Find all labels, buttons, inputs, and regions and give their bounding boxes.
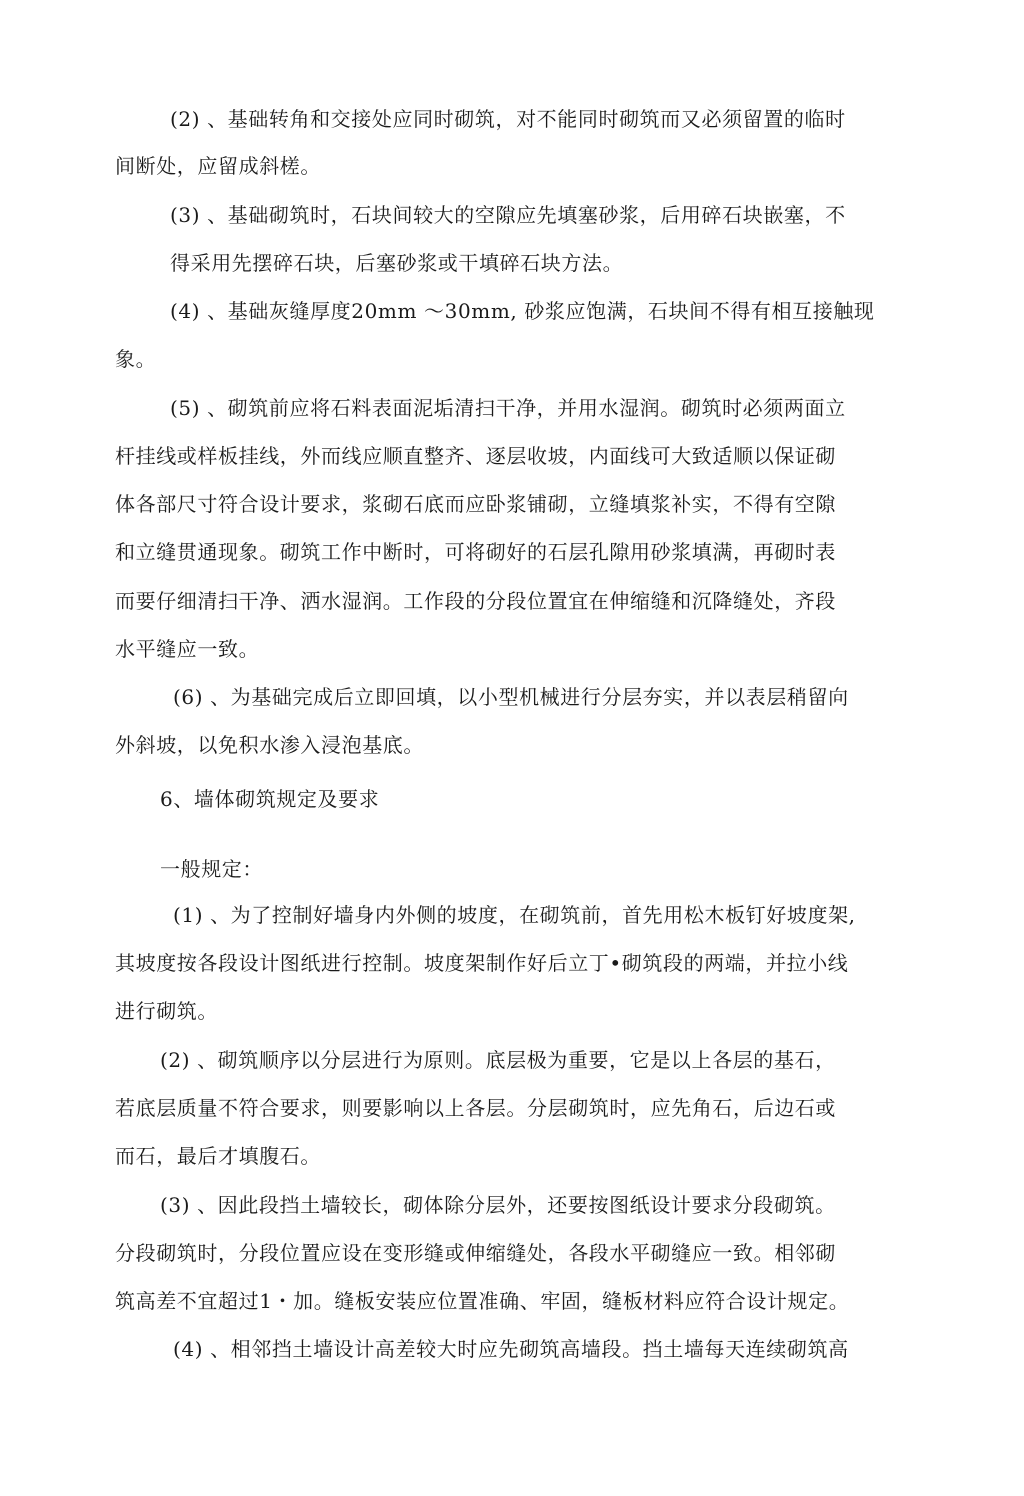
paragraph-line: 杆挂线或样板挂线，外而线应顺直整齐、逐层收坡，内面线可大致适顺以保证砌 <box>115 444 836 468</box>
paragraph-line: (1) 、为了控制好墙身内外侧的坡度，在砌筑前，首先用松木板钉好坡度架, <box>173 903 856 927</box>
paragraph-line: 间断处，应留成斜槎。 <box>115 154 321 178</box>
paragraph-line: 象。 <box>115 347 157 371</box>
paragraph-line: (3) 、基础砌筑时，石块间较大的空隙应先填塞砂浆，后用碎石块嵌塞，不 <box>170 203 846 227</box>
paragraph-line: 筑高差不宜超过1・加。缝板安装应位置准确、牢固，缝板材料应符合设计规定。 <box>115 1289 850 1313</box>
paragraph-line: (6) 、为基础完成后立即回填，以小型机械进行分层夯实，并以表层稍留向 <box>173 685 849 709</box>
paragraph-line: 体各部尺寸符合设计要求，浆砌石底而应卧浆铺砌，立缝填浆补实，不得有空隙 <box>115 492 836 516</box>
paragraph-line: (2) 、基础转角和交接处应同时砌筑，对不能同时砌筑而又必须留置的临时 <box>170 107 846 131</box>
paragraph-line: (4) 、相邻挡土墙设计高差较大时应先砌筑高墙段。挡土墙每天连续砌筑高 <box>173 1337 849 1361</box>
paragraph-line: 而要仔细清扫干净、洒水湿润。工作段的分段位置宜在伸缩缝和沉降缝处，齐段 <box>115 589 836 613</box>
paragraph-line: 进行砌筑。 <box>115 999 218 1023</box>
paragraph-line: 外斜坡，以免积水渗入浸泡基底。 <box>115 733 424 757</box>
section-heading: 6、墙体砌筑规定及要求 <box>160 787 380 811</box>
paragraph-line: 得采用先摆碎石块，后塞砂浆或干填碎石块方法。 <box>170 251 624 275</box>
paragraph-line: 而石，最后才填腹石。 <box>115 1144 321 1168</box>
paragraph-line: (3) 、因此段挡土墙较长，砌体除分层外，还要按图纸设计要求分段砌筑。 <box>160 1193 836 1217</box>
paragraph-line: (5) 、砌筑前应将石料表面泥垢清扫干净，并用水湿润。砌筑时必须两面立 <box>170 396 846 420</box>
paragraph-line: 若底层质量不符合要求，则要影响以上各层。分层砌筑时，应先角石，后边石或 <box>115 1096 836 1120</box>
subheading: 一般规定： <box>160 857 263 881</box>
paragraph-line: 水平缝应一致。 <box>115 637 260 661</box>
paragraph-line: 和立缝贯通现象。砌筑工作中断时，可将砌好的石层孔隙用砂浆填满，再砌时表 <box>115 540 836 564</box>
paragraph-line: (4) 、基础灰缝厚度20mm ～30mm, 砂浆应饱满，石块间不得有相互接触现 <box>170 299 875 323</box>
paragraph-line: 分段砌筑时，分段位置应设在变形缝或伸缩缝处，各段水平砌缝应一致。相邻砌 <box>115 1241 836 1265</box>
paragraph-line: 其坡度按各段设计图纸进行控制。坡度架制作好后立丁•砌筑段的两端，并拉小线 <box>115 951 849 975</box>
paragraph-line: (2) 、砌筑顺序以分层进行为原则。底层极为重要，它是以上各层的基石， <box>160 1048 836 1072</box>
